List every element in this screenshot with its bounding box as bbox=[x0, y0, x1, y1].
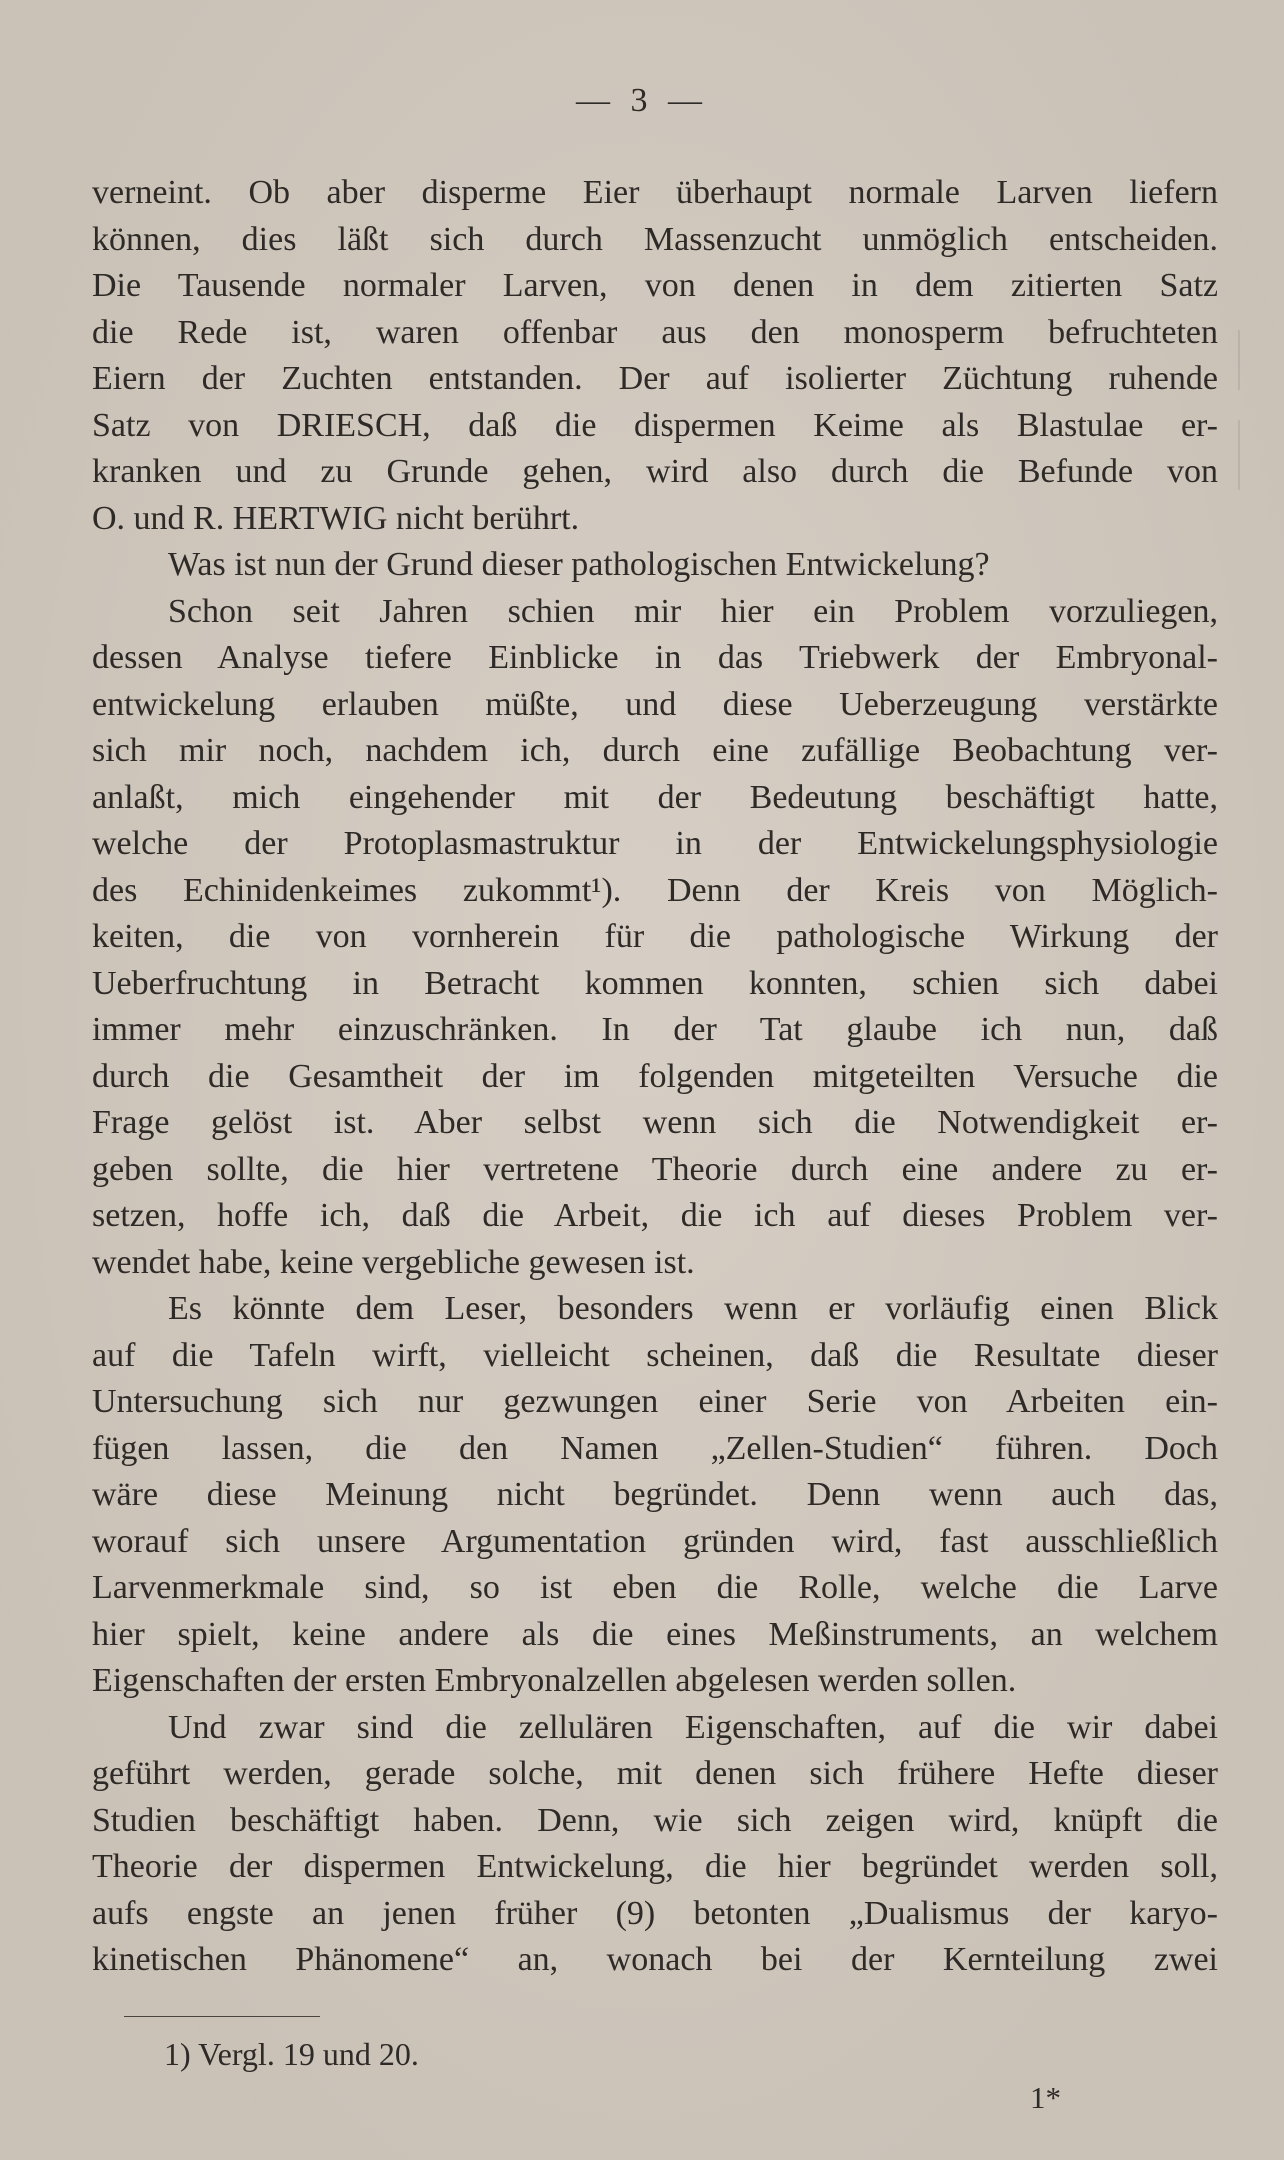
text-line: die Rede ist, waren offenbar aus den monosperm befruchteten bbox=[92, 313, 1218, 351]
text-line: geführt werden, gerade solche, mit denen sich frühere Hefte dieser bbox=[92, 1755, 1218, 1792]
text-line: Untersuchung sich nur gezwungen einer Serie von Arbeiten ein- bbox=[92, 1383, 1218, 1420]
text-line: Schon seit Jahren schien mir hier ein Problem vorzuliegen, bbox=[168, 592, 1218, 630]
text-line: durch die Gesamtheit der im folgenden mitgeteilten Versuche die bbox=[92, 1057, 1218, 1095]
text-line: Eiern der Zuchten entstanden. Der auf isolierter Züchtung ruhende bbox=[92, 360, 1218, 397]
text-line: können, dies läßt sich durch Massenzucht unmöglich entscheiden. bbox=[92, 220, 1218, 258]
text-line: Studien beschäftigt haben. Denn, wie sich zeigen wird, knüpft die bbox=[92, 1801, 1218, 1839]
text-line: entwickelung erlauben müßte, und diese Ueberzeugung verstärkte bbox=[92, 685, 1218, 723]
text-line: dessen Analyse tiefere Einblicke in das Triebwerk der Embryonal- bbox=[92, 639, 1218, 676]
text-line: worauf sich unsere Argumentation gründen wird, fast ausschließlich bbox=[92, 1522, 1218, 1560]
page-edge-shadow bbox=[1238, 420, 1240, 490]
body-text bbox=[92, 170, 1218, 1984]
text-line: welche der Protoplasmastruktur in der Entwickelungsphysiologie bbox=[92, 825, 1218, 862]
text-line: wäre diese Meinung nicht begründet. Denn wenn auch das, bbox=[92, 1476, 1218, 1513]
text-line: Ueberfruchtung in Betracht kommen konnten, schien sich dabei bbox=[92, 964, 1218, 1002]
text-line: O. und R. HERTWIG nicht berührt. bbox=[92, 499, 580, 537]
text-line: Es könnte dem Leser, besonders wenn er vorläufig einen Blick bbox=[168, 1290, 1218, 1327]
text-line: Theorie der dispermen Entwickelung, die hier begründet werden soll, bbox=[92, 1848, 1218, 1885]
text-line: Satz von DRIESCH, daß die dispermen Keime als Blastulae er- bbox=[92, 406, 1218, 444]
page-edge-shadow bbox=[1238, 330, 1240, 390]
text-line: Larvenmerkmale sind, so ist eben die Rolle, welche die Larve bbox=[92, 1569, 1218, 1606]
text-line: sich mir noch, nachdem ich, durch eine zufällige Beobachtung ver- bbox=[92, 732, 1218, 769]
text-line: Was ist nun der Grund dieser pathologischen Entwickelung? bbox=[168, 546, 990, 583]
text-line: fügen lassen, die den Namen „Zellen-Studien“ führen. Doch bbox=[92, 1429, 1218, 1467]
text-line: geben sollte, die hier vertretene Theorie durch eine andere zu er- bbox=[92, 1150, 1218, 1188]
text-line: hier spielt, keine andere als die eines Meßinstruments, an welchem bbox=[92, 1615, 1218, 1653]
text-line: anlaßt, mich eingehender mit der Bedeutung beschäftigt hatte, bbox=[92, 778, 1218, 816]
footnote-divider bbox=[124, 2016, 320, 2017]
text-line: verneint. Ob aber disperme Eier überhaupt normale Larven liefern bbox=[92, 174, 1218, 211]
text-line: des Echinidenkeimes zukommt¹). Denn der Kreis von Möglich- bbox=[92, 871, 1218, 909]
text-line: kinetischen Phänomene“ an, wonach bei der Kernteilung zwei bbox=[92, 1941, 1218, 1978]
text-line: keiten, die von vornherein für die pathologische Wirkung der bbox=[92, 918, 1218, 955]
text-line: Die Tausende normaler Larven, von denen in dem zitierten Satz bbox=[92, 267, 1218, 304]
text-line: kranken und zu Grunde gehen, wird also durch die Befunde von bbox=[92, 453, 1218, 490]
text-line: immer mehr einzuschränken. In der Tat glaube ich nun, daß bbox=[92, 1011, 1218, 1048]
footnote: 1) Vergl. 19 und 20. bbox=[164, 2036, 419, 2072]
text-line: setzen, hoffe ich, daß die Arbeit, die ich auf dieses Problem ver- bbox=[92, 1197, 1218, 1234]
page-number: — 3 — bbox=[576, 82, 708, 119]
text-line: wendet habe, keine vergebliche gewesen ist. bbox=[92, 1243, 695, 1281]
text-line: Eigenschaften der ersten Embryonalzellen abgelesen werden sollen. bbox=[92, 1662, 1017, 1699]
text-line: Und zwar sind die zellulären Eigenschaften, auf die wir dabei bbox=[168, 1708, 1218, 1746]
text-line: auf die Tafeln wirft, vielleicht scheinen, daß die Resultate dieser bbox=[92, 1336, 1218, 1374]
signature-mark: 1* bbox=[1030, 2080, 1061, 2115]
text-line: Frage gelöst ist. Aber selbst wenn sich die Notwendigkeit er- bbox=[92, 1104, 1218, 1141]
text-line: aufs engste an jenen früher (9) betonten „Dualismus der karyo- bbox=[92, 1894, 1218, 1932]
